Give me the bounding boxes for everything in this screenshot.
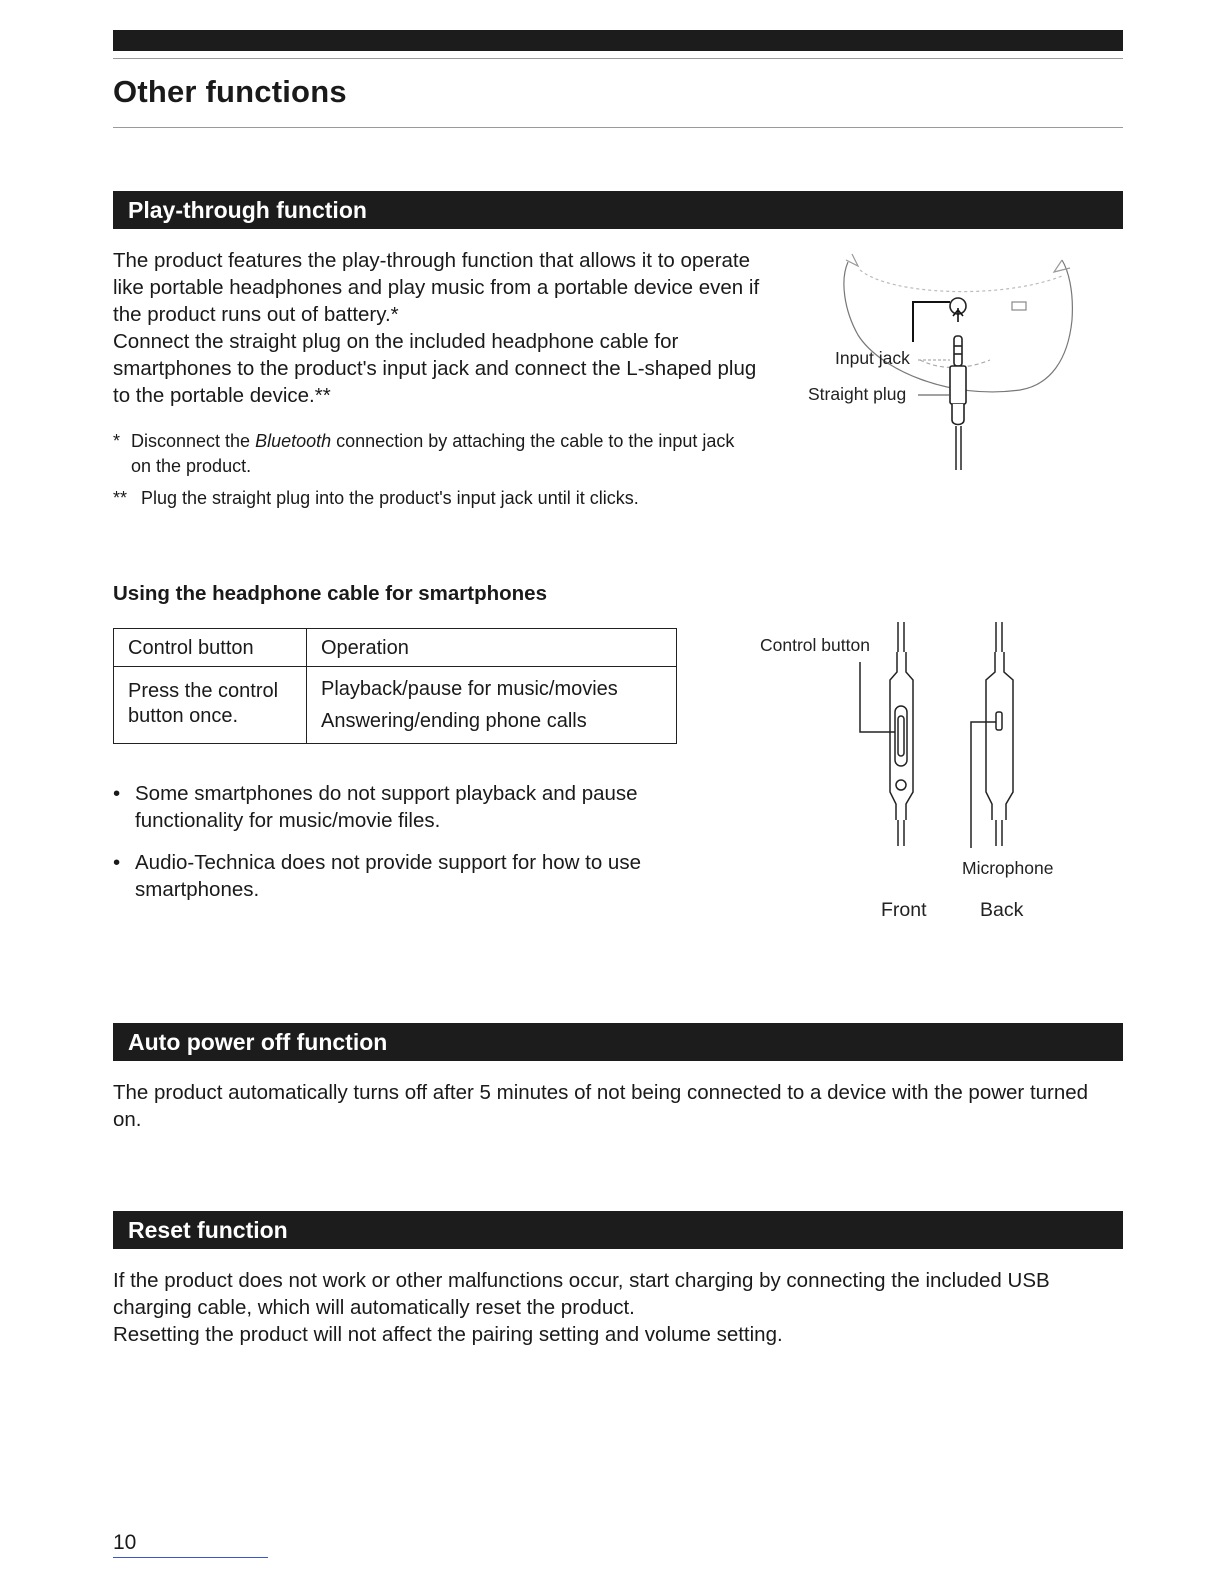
table-cell-control: Press the control button once. bbox=[114, 667, 307, 744]
footnote-1-pre: Disconnect the bbox=[131, 431, 256, 451]
bullet-dot-icon: • bbox=[113, 782, 121, 805]
operation-line: Playback/pause for music/movies bbox=[321, 678, 618, 700]
list-item bbox=[113, 849, 683, 903]
reset-text bbox=[113, 1267, 1118, 1348]
bullet-text: Audio-Technica does not provide support for how to use smartphones. bbox=[135, 851, 641, 901]
list-item bbox=[113, 780, 683, 834]
reset-paragraph-1: If the product does not work or other malfunctions occur, start charging by connecting the included USB charging cable, which will automatically reset the product. bbox=[113, 1269, 1050, 1319]
footnote-1-mark: * bbox=[113, 431, 121, 451]
page-number: 10 bbox=[113, 1531, 137, 1554]
label-control-button: Control button bbox=[760, 635, 870, 655]
footnote-2-text: Plug the straight plug into the product's input jack until it clicks. bbox=[141, 488, 639, 508]
page-title: Other functions bbox=[113, 74, 347, 109]
section-heading-auto-power-off: Auto power off function bbox=[113, 1023, 1123, 1061]
footnote-1 bbox=[113, 429, 753, 479]
operation-line: Answering/ending phone calls bbox=[321, 710, 587, 732]
cable-bullet-list bbox=[113, 780, 683, 903]
table-header: Operation bbox=[307, 629, 677, 667]
footnote-2 bbox=[113, 486, 753, 511]
header-rule bbox=[113, 58, 1123, 59]
table-header: Control button bbox=[114, 629, 307, 667]
footnote-1-post: connection by attaching the cable to the input jack on the product. bbox=[131, 431, 735, 476]
section-heading-play-through: Play-through function bbox=[113, 191, 1123, 229]
table-cell-operation bbox=[307, 667, 677, 744]
table-row bbox=[114, 667, 677, 744]
bullet-dot-icon: • bbox=[113, 851, 121, 874]
label-input-jack: Input jack bbox=[835, 348, 910, 368]
cable-remote-illustration bbox=[840, 620, 1040, 850]
control-table bbox=[113, 628, 677, 744]
title-rule bbox=[113, 127, 1123, 128]
bullet-text: Some smartphones do not support playback and pause functionality for music/movie files. bbox=[135, 782, 638, 832]
cable-subheading: Using the headphone cable for smartphones bbox=[113, 582, 547, 605]
play-through-text bbox=[113, 247, 763, 409]
footnote-1-italic: Bluetooth bbox=[255, 431, 332, 451]
page-number-rule bbox=[113, 1557, 268, 1558]
footnote-2-mark: ** bbox=[113, 488, 128, 508]
play-through-paragraph-2: Connect the straight plug on the included headphone cable for smartphones to the product's input jack and connect the L-shaped plug to the portable device.** bbox=[113, 330, 757, 407]
label-straight-plug: Straight plug bbox=[808, 384, 907, 404]
auto-power-off-text: The product automatically turns off after 5 minutes of not being connected to a device with the power turned on. bbox=[113, 1081, 1089, 1131]
section-heading-reset: Reset function bbox=[113, 1211, 1123, 1249]
header-bar bbox=[113, 30, 1123, 51]
reset-paragraph-2: Resetting the product will not affect the pairing setting and volume setting. bbox=[113, 1323, 783, 1346]
play-through-paragraph-1: The product features the play-through function that allows it to operate like portable headphones and play music from a portable device even if the product runs out of battery.* bbox=[113, 249, 760, 326]
label-back: Back bbox=[980, 899, 1024, 921]
label-front: Front bbox=[881, 899, 927, 921]
label-microphone: Microphone bbox=[962, 858, 1054, 878]
table-header-row bbox=[114, 629, 677, 667]
